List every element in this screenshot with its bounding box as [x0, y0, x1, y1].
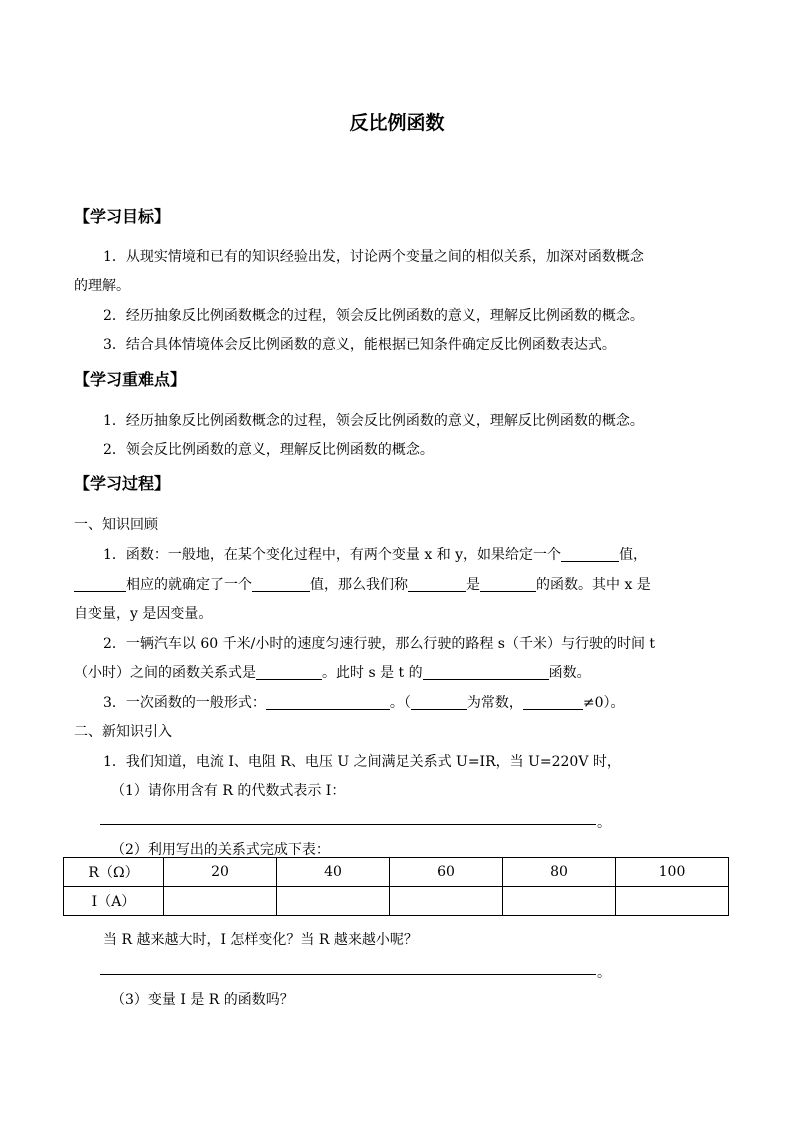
process-heading: 【学习过程】 — [74, 474, 171, 493]
part2-sub2: （2）利用写出的关系式完成下表： — [111, 842, 330, 858]
part2-heading: 二、新知识引入 — [74, 724, 172, 740]
blank-field[interactable] — [408, 577, 466, 592]
part2-sub1: （1）请你用含有 R 的代数式表示 I： — [111, 783, 346, 799]
r-i-table — [63, 857, 729, 916]
table-cell: 100 — [616, 858, 729, 887]
table-cell: 20 — [164, 858, 277, 887]
table-row — [64, 858, 729, 887]
blank-field[interactable] — [523, 695, 583, 710]
blank-field[interactable] — [256, 665, 322, 680]
table-cell: 80 — [503, 858, 616, 887]
blank-field[interactable] — [252, 577, 310, 592]
table-input-cell[interactable] — [164, 887, 277, 916]
q1-line-3: 自变量，y 是因变量。 — [74, 606, 213, 622]
answer-line[interactable] — [100, 974, 596, 975]
blank-field[interactable] — [480, 577, 536, 592]
q2-line-2: （小时）之间的函数关系式是 。此时 s 是 t 的 函数。 — [74, 665, 591, 681]
period: 。 — [597, 965, 611, 981]
period: 。 — [597, 815, 611, 831]
part2-sub3: （3）变量 I 是 R 的函数吗？ — [111, 992, 294, 1008]
blank-field[interactable] — [74, 577, 126, 592]
blank-field[interactable] — [423, 665, 549, 680]
goal-item-2: 2．经历抽象反比例函数概念的过程，领会反比例函数的意义，理解反比例函数的概念。 — [103, 308, 644, 324]
page-title: 反比例函数 — [349, 112, 445, 134]
part2-q1: 1．我们知道，电流 I、电阻 R、电压 U 之间满足关系式 U=IR，当 U=220V 时， — [103, 754, 621, 770]
blank-field[interactable] — [411, 695, 467, 710]
table-row — [64, 887, 729, 916]
key-point-2: 2．领会反比例函数的意义，理解反比例函数的概念。 — [103, 442, 434, 458]
q1-line-1: 1．函数：一般地，在某个变化过程中，有两个变量 x 和 y，如果给定一个 值， — [103, 547, 648, 563]
key-point-1: 1．经历抽象反比例函数概念的过程，领会反比例函数的意义，理解反比例函数的概念。 — [103, 413, 644, 429]
table-header-r: R（Ω） — [64, 858, 164, 887]
key-points-heading: 【学习重难点】 — [74, 370, 187, 389]
part1-heading: 一、知识回顾 — [74, 517, 158, 533]
answer-line[interactable] — [100, 824, 596, 825]
part2-question: 当 R 越来越大时，I 怎样变化？当 R 越来越小呢？ — [103, 932, 418, 948]
goal-item-1: 1．从现实情境和已有的知识经验出发，讨论两个变量之间的相似关系，加深对函数概念 — [103, 249, 644, 265]
blank-field[interactable] — [561, 547, 619, 562]
q1-line-2: 相应的就确定了一个 值，那么我们称 是 的函数。其中 x 是 — [74, 574, 651, 594]
table-input-cell[interactable] — [390, 887, 503, 916]
q3-line: 3．一次函数的一般形式： 。（ 为常数， ≠0）。 — [103, 695, 625, 711]
blank-field[interactable] — [266, 695, 390, 710]
table-cell: 60 — [390, 858, 503, 887]
table-cell: 40 — [277, 858, 390, 887]
table-header-i: I（A） — [64, 887, 164, 916]
table-input-cell[interactable] — [503, 887, 616, 916]
q2-line-1: 2．一辆汽车以 60 千米/小时的速度匀速行驶，那么行驶的路程 s（千米）与行驶的时间 t — [103, 636, 656, 652]
goals-heading: 【学习目标】 — [74, 207, 171, 226]
table-input-cell[interactable] — [277, 887, 390, 916]
table-input-cell[interactable] — [616, 887, 729, 916]
goal-item-3: 3．结合具体情境体会反比例函数的意义，能根据已知条件确定反比例函数表达式。 — [103, 337, 616, 353]
goal-item-1-cont: 的理解。 — [74, 278, 130, 294]
